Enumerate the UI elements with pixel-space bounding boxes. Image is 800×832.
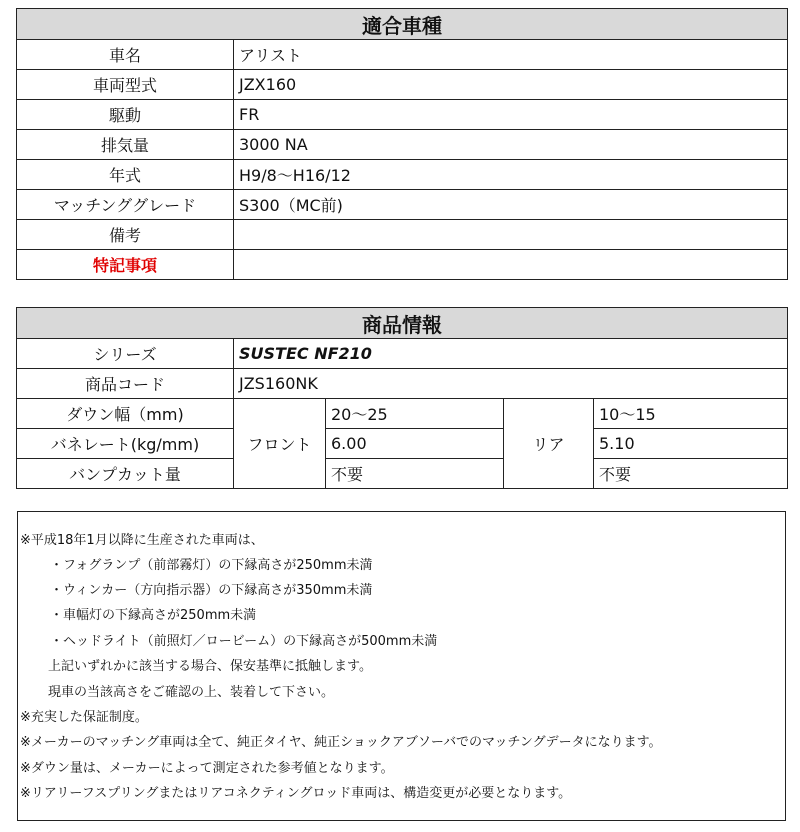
table-row: [17, 220, 788, 250]
special-notes-label: 特記事項: [17, 250, 234, 280]
note-line: ※メーカーのマッチング車両は全て、純正タイヤ、純正ショックアブソーバでのマッチングデータになります。: [20, 735, 662, 750]
row-value: JZX160: [234, 70, 788, 100]
note-line: 上記いずれかに該当する場合、保安基準に抵触します。: [48, 659, 372, 674]
row-label: 備考: [17, 220, 234, 250]
table-row: [17, 250, 788, 280]
product-table: [16, 307, 788, 489]
note-line: ・ウィンカー（方向指示器）の下縁高さが350mm未満: [50, 583, 373, 598]
note-line: ※リアリーフスプリングまたはリアコネクティングロッド車両は、構造変更が必要となります。: [20, 786, 572, 801]
row-value: [234, 220, 788, 250]
fitment-title: 適合車種: [17, 9, 788, 40]
table-row: [17, 429, 788, 459]
rear-value: 不要: [594, 459, 788, 489]
table-row: [17, 190, 788, 220]
note-line: ※ダウン量は、メーカーによって測定された参考値となります。: [20, 761, 394, 776]
row-value: S300（MC前): [234, 190, 788, 220]
fitment-table: [16, 8, 788, 280]
note-line: 現車の当該高さをご確認の上、装着して下さい。: [48, 685, 335, 700]
product-title: 商品情報: [17, 308, 788, 339]
spec-label: ダウン幅（mm): [17, 399, 234, 429]
series-value: SUSTEC NF210: [234, 339, 788, 369]
series-label: シリーズ: [17, 339, 234, 369]
spec-label: バネレート(kg/mm): [17, 429, 234, 459]
row-label: 駆動: [17, 100, 234, 130]
note-line: ・ヘッドライト（前照灯／ロービーム）の下縁高さが500mm未満: [50, 634, 438, 649]
note-line: ※充実した保証制度。: [20, 710, 148, 725]
row-value: 3000 NA: [234, 130, 788, 160]
front-value: 不要: [326, 459, 504, 489]
front-value: 6.00: [326, 429, 504, 459]
row-value: H9/8〜H16/12: [234, 160, 788, 190]
table-row: [17, 70, 788, 100]
rear-value: 5.10: [594, 429, 788, 459]
notes-box: [17, 511, 786, 821]
table-row: [17, 459, 788, 489]
row-label: 年式: [17, 160, 234, 190]
table-row: [17, 339, 788, 369]
table-row: [17, 369, 788, 399]
spec-label: バンプカット量: [17, 459, 234, 489]
table-row: [17, 40, 788, 70]
product-code-value: JZS160NK: [234, 369, 788, 399]
note-line: ・車幅灯の下縁高さが250mm未満: [50, 608, 257, 623]
note-line: ※平成18年1月以降に生産された車両は、: [20, 533, 264, 548]
rear-label: リア: [504, 399, 594, 489]
row-label: 排気量: [17, 130, 234, 160]
table-row: [17, 399, 788, 429]
table-row: [17, 130, 788, 160]
note-line: ・フォグランプ（前部霧灯）の下縁高さが250mm未満: [50, 558, 373, 573]
row-value: FR: [234, 100, 788, 130]
table-row: [17, 160, 788, 190]
row-label: 車両型式: [17, 70, 234, 100]
product-code-label: 商品コード: [17, 369, 234, 399]
row-value: アリスト: [234, 40, 788, 70]
row-label: 車名: [17, 40, 234, 70]
row-label: マッチンググレード: [17, 190, 234, 220]
front-value: 20〜25: [326, 399, 504, 429]
table-row: [17, 100, 788, 130]
rear-value: 10〜15: [594, 399, 788, 429]
front-label: フロント: [234, 399, 326, 489]
row-value: [234, 250, 788, 280]
